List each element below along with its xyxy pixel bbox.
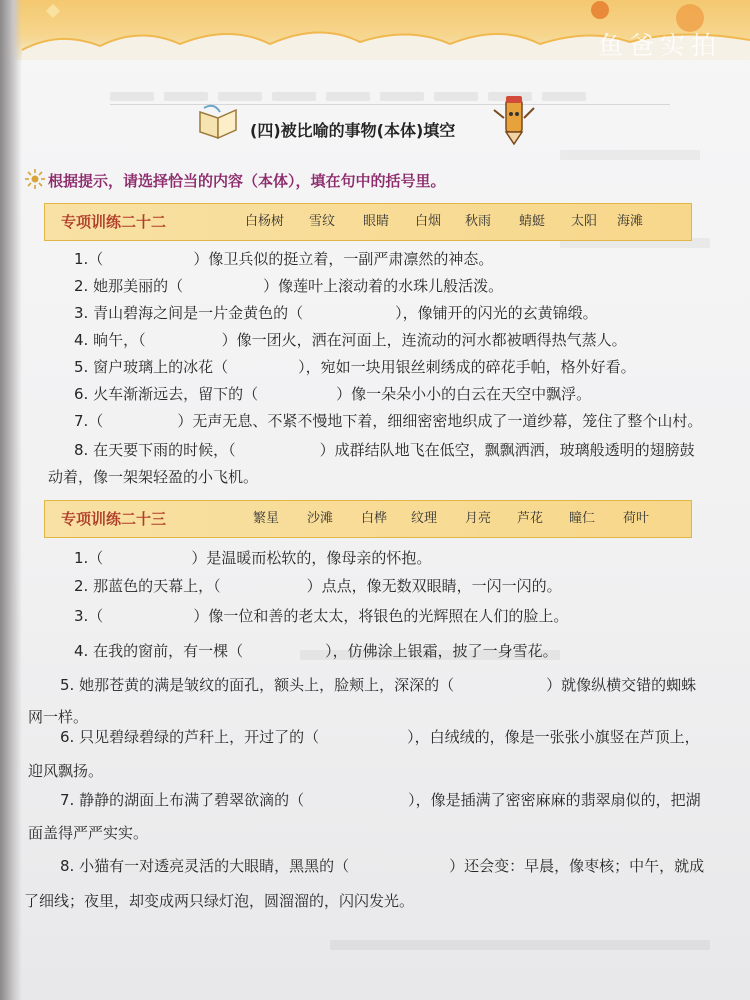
bleed-through-header	[110, 86, 670, 105]
answer-blank[interactable]	[303, 303, 395, 321]
answer-blank[interactable]	[228, 357, 298, 375]
question-text: ），宛如一块用银丝刺绣成的碎花手帕，格外好看。	[298, 358, 636, 376]
workbook-page: 鱼爸实拍 (四)被比喻的事物(本体)填空 根据提示，请选择恰当的内容（本体），填在句中的括号里。 专项训练二十二 白杨树 雪纹 眼睛 白烟 秋雨 蜻蜓 太阳 海滩 1.（ ）像卫兵似的挺立着，一副严肃凛然的神态。 2. 她那美丽的（ ）像莲叶上滚动着的水珠儿般活泼。 3. 青山碧海之间是一片金黄色的（ ），像铺开的闪光的玄黄锦缎。 4. 晌午，（ ）像一团火，洒在河面上，连流动的河水都被晒得热气蒸人。 5. 窗户玻璃上的冰花（ ），宛如一块用银丝刺绣成的碎花手帕，格外好看。 6. 火车渐渐远去，留下的（ ）像一朵朵小小的白云在天空中飘浮。 7.（ ）无声无息、不紧不慢地下着，细细密密地织成了一道纱幕，笼住了整个山村。 8. 在天要下雨的时候，（ ）成群结队地飞在低空，飘飘洒洒，玻璃般透明的翅膀鼓 动着，像一架架轻盈的小飞机。 专项训练二十三 繁星 沙滩 白桦 纹理 月亮 芦花 瞳仁 荷叶 1.（ ）是温暖而松软的，像母亲的怀抱。 2. 那蓝色的天幕上，（ ）点点，像无数双眼睛，一闪一闪的。 3.（ ）像一位和善的老太太，将银色的光辉照在人们的脸上。 4. 在我的窗前，有一棵（ ），仿佛涂上银霜，披了一身雪花。 5. 她那苍黄的满是皱纹的面孔，额头上，脸颊上，深深的（ ）就像纵横交错的蜘蛛 网一样。 6. 只见碧绿碧绿的芦秆上，开过了的（ ），白绒绒的，像是一张张小旗竖在芦顶上， 迎风飘扬。 7. 静静的湖面上布满了碧翠欲滴的（ ），像是插满了密密麻麻的翡翠扇似的，把湖 面盖得严严实实。 8. 小猫有一对透亮灵活的大眼睛，黑黑的（ ）还会变：早晨，像枣核；中午，就成 了细线；夜里，却变成两只绿灯泡，圆溜溜的，闪闪发光。	[0, 0, 750, 1000]
word-option: 秋雨	[465, 214, 492, 229]
word-option: 白烟	[415, 214, 442, 229]
answer-blank[interactable]	[258, 384, 336, 402]
answer-blank[interactable]	[319, 727, 407, 745]
question-text: ），白绒绒的，像是一张张小旗竖在芦顶上，	[407, 728, 700, 746]
watermark: 鱼爸实拍	[597, 31, 722, 60]
word-option: 太阳	[571, 214, 598, 229]
question-text: 2. 她那美丽的（	[74, 277, 184, 295]
question-text: ）就像纵横交错的蜘蛛	[546, 676, 697, 694]
question-text: 1.（	[74, 549, 104, 567]
question-text: ）成群结队地飞在低空，飘飘洒洒，玻璃般透明的翅膀鼓	[319, 441, 695, 459]
answer-blank[interactable]	[183, 276, 263, 294]
word-option: 眼睛	[363, 214, 390, 229]
answer-blank[interactable]	[103, 249, 193, 267]
bleed-through-mark	[330, 940, 710, 950]
bleed-through-mark	[560, 150, 700, 160]
answer-blank[interactable]	[236, 440, 320, 458]
practice-23-label: 专项训练二十三	[61, 510, 167, 528]
question-text: 4. 在我的窗前，有一棵（	[74, 642, 244, 660]
open-book-icon	[196, 100, 242, 140]
answer-blank[interactable]	[349, 856, 449, 874]
word-option: 月亮	[465, 511, 492, 526]
pencil-mascot-icon	[490, 94, 536, 146]
question-text: ）像卫兵似的挺立着，一副严肃凛然的神态。	[193, 250, 494, 268]
section-title: (四)被比喻的事物(本体)填空	[250, 121, 456, 140]
question-text: 8. 在天要下雨的时候，（	[74, 441, 236, 459]
answer-blank[interactable]	[304, 790, 408, 808]
word-option: 荷叶	[623, 511, 650, 526]
question-text: 8. 小猫有一对透亮灵活的大眼睛，黑黑的（	[60, 857, 350, 875]
question-text: 3.（	[74, 607, 104, 625]
question-text: 1.（	[74, 250, 104, 268]
question-text: 7.（	[74, 412, 104, 430]
word-option: 白杨树	[245, 214, 285, 229]
answer-blank[interactable]	[103, 548, 191, 566]
question-text: ）点点，像无数双眼睛，一闪一闪的。	[306, 577, 562, 595]
book-spine-shadow	[0, 0, 22, 1000]
question-text: 4. 晌午，（	[74, 331, 146, 349]
answer-blank[interactable]	[103, 606, 193, 624]
practice-22-bar	[44, 203, 692, 241]
word-option: 芦花	[517, 511, 544, 526]
sun-burst-icon	[24, 168, 46, 190]
answer-blank[interactable]	[243, 641, 325, 659]
question-text: ）还会变：早晨，像枣核；中午，就成	[449, 857, 705, 875]
word-option: 纹理	[411, 511, 438, 526]
answer-blank[interactable]	[454, 675, 546, 693]
question-text: 2. 那蓝色的天幕上，（	[74, 577, 221, 595]
question-text: ）像一朵朵小小的白云在天空中飘浮。	[336, 385, 592, 403]
word-option: 繁星	[253, 511, 280, 526]
question-text: 6. 只见碧绿碧绿的芦秆上，开过了的（	[60, 728, 320, 746]
question-text: ）是温暖而松软的，像母亲的怀抱。	[191, 549, 432, 567]
answer-blank[interactable]	[221, 576, 307, 594]
question-text: 7. 静静的湖面上布满了碧翠欲滴的（	[60, 791, 305, 809]
question-text: 5. 窗户玻璃上的冰花（	[74, 358, 229, 376]
question-text: 5. 她那苍黄的满是皱纹的面孔，额头上，脸颊上，深深的（	[60, 676, 455, 694]
word-option: 蜻蜓	[519, 214, 546, 229]
instruction-text: 根据提示，请选择恰当的内容（本体），填在句中的括号里。	[48, 172, 446, 190]
question-text: ）无声无息、不紧不慢地下着，细细密密地织成了一道纱幕，笼住了整个山村。	[177, 412, 703, 430]
word-option: 雪纹	[309, 214, 336, 229]
practice-22-label: 专项训练二十二	[61, 213, 167, 231]
practice-23-bar	[44, 500, 692, 538]
word-option: 海滩	[617, 214, 644, 229]
question-text: ）像莲叶上滚动着的水珠儿般活泼。	[263, 277, 504, 295]
question-text: ），像铺开的闪光的玄黄锦缎。	[395, 304, 598, 322]
question-text: ），像是插满了密密麻麻的翡翠扇似的，把湖	[408, 791, 701, 809]
word-option: 白桦	[361, 511, 388, 526]
question-text: ）像一团火，洒在河面上，连流动的河水都被晒得热气蒸人。	[221, 331, 627, 349]
question-text: ）像一位和善的老太太，将银色的光辉照在人们的脸上。	[193, 607, 569, 625]
answer-blank[interactable]	[103, 411, 177, 429]
word-option: 瞳仁	[569, 511, 596, 526]
word-option: 沙滩	[307, 511, 334, 526]
question-text: 6. 火车渐渐远去，留下的（	[74, 385, 259, 403]
answer-blank[interactable]	[146, 330, 222, 348]
question-text: 3. 青山碧海之间是一片金黄色的（	[74, 304, 304, 322]
question-text: ），仿佛涂上银霜，披了一身雪花。	[325, 642, 558, 660]
